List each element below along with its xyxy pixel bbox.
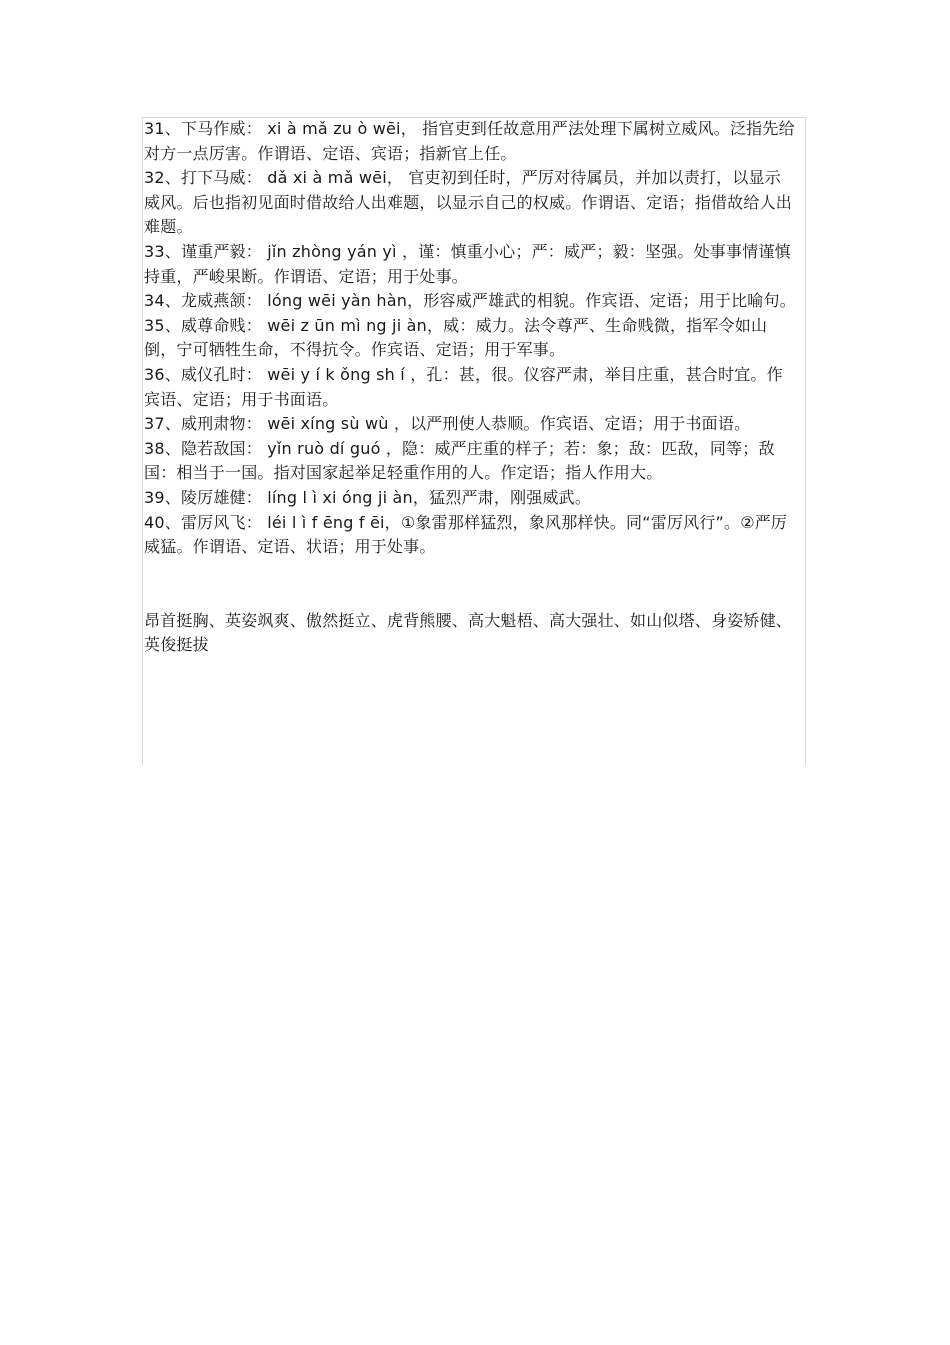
idiom-entry-35: 35、威尊命贱： wēi z ūn mì ng ji àn，威：威力。法令尊严、生命贱微，指军令如山倒，宁可牺牲生命，不得抗令。作宾语、定语；用于军事。 [144, 315, 768, 360]
idiom-entry-31: 31、下马作威： xi à mǎ zu ò wēi， 指官吏到任故意用严法处理下属树立威风。泛指先给对方一点厉害。作谓语、定语、宾语；指新官上任。 [144, 119, 795, 163]
idiom-entry-33: 33、谨重严毅： jǐn zhòng yán yì ，谨：慎重小心；严：威严；毅：坚强。处事事情谨慎持重，严峻果断。作谓语、定语；用于处事。 [144, 241, 791, 286]
idiom-entry-40: 40、雷厉风飞： léi l ì f ēng f ēi，①象雷那样猛烈，象风那样快。同“雷厉风行”。②严厉威猛。作谓语、定语、状语；用于处事。 [144, 512, 788, 557]
idiom-entry-34: 34、龙威燕颔： lóng wēi yàn hàn，形容威严雄武的相貌。作宾语、定语；用于比喻句。 [144, 291, 796, 311]
idiom-entry-36: 36、威仪孔时： wēi y í k ǒng sh í ，孔：甚，很。仪容严肃，举目庄重，甚合时宜。作宾语、定语；用于书面语。 [144, 364, 783, 409]
idiom-entry-32: 32、打下马威： dǎ xi à mǎ wēi， 官吏初到任时，严厉对待属员，并加以责打，以显示威风。后也指初见面时借故给人出难题，以显示自己的权威。作谓语、定语；指借故给人出难题。 [144, 168, 793, 237]
document-body [144, 117, 796, 658]
idiom-entry-39: 39、陵厉雄健： líng l ì xi óng ji àn，猛烈严肃，刚强威武。 [144, 487, 592, 507]
idiom-entry-37: 37、威刑肃物： wēi xíng sù wù ，以严刑使人恭顺。作宾语、定语；用于书面语。 [144, 414, 751, 434]
idiom-entry-38: 38、隐若敌国： yǐn ruò dí guó ，隐：威严庄重的样子；若：象；敌：匹敌，同等；敌国：相当于一国。指对国家起举足轻重作用的人。作定语；指人作用大。 [144, 438, 775, 483]
summary-idiom-list: 昂首挺胸、英姿飒爽、傲然挺立、虎背熊腰、高大魁梧、高大强壮、如山似塔、身姿矫健、英俊挺拔 [144, 610, 793, 655]
